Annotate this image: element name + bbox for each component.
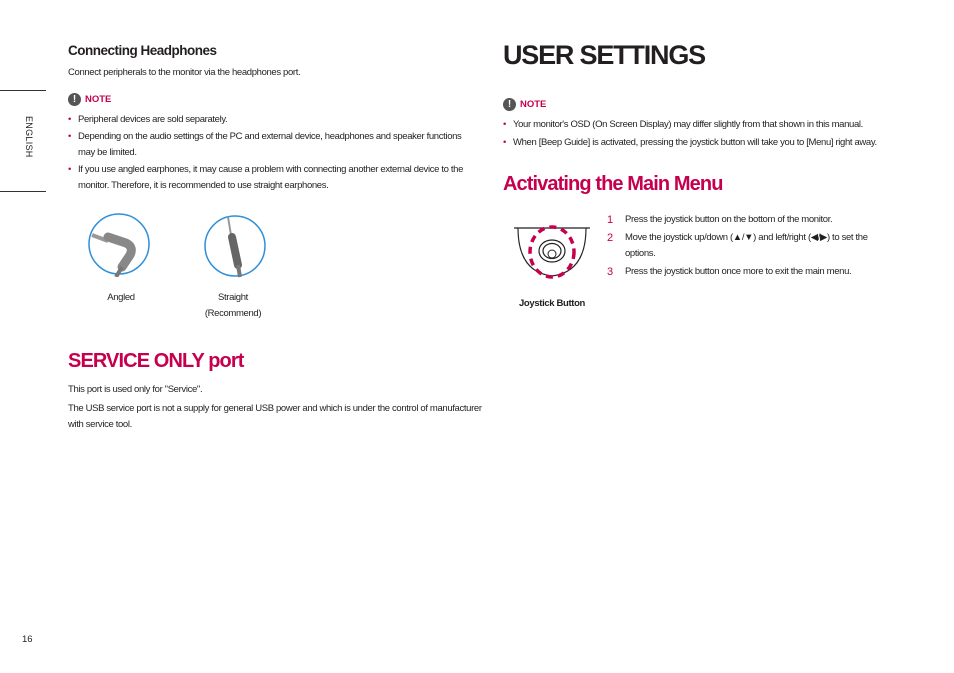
step-text: Press the joystick button on the bottom of the monitor. <box>625 214 833 225</box>
note-label: NOTE <box>85 94 112 105</box>
note-item: • When [Beep Guide] is activated, pressing the joystick button will take you to [Menu] right away. <box>503 135 923 151</box>
language-tab: ENGLISH <box>24 116 34 158</box>
straight-sub: (Recommend) <box>204 308 262 319</box>
service-text-1: This port is used only for "Service". <box>68 384 203 395</box>
note-label: NOTE <box>520 99 547 110</box>
step-text: Move the joystick up/down (▲/▼) and left/right (◀/▶) to set the options. <box>625 232 868 259</box>
page-number: 16 <box>22 634 33 645</box>
note-header <box>503 98 546 111</box>
straight-label: Straight <box>218 292 248 303</box>
straight-caption <box>193 290 273 322</box>
exclamation-icon: ! <box>68 93 81 106</box>
note-item: • Depending on the audio settings of the PC and external device, headphones and speaker functions may be limited. <box>68 129 478 161</box>
angled-caption: Angled <box>107 292 135 303</box>
exclamation-icon: ! <box>503 98 516 111</box>
divider <box>0 191 46 192</box>
step-number: 2 <box>607 232 613 244</box>
page-title: USER SETTINGS <box>503 40 705 70</box>
joystick-button-image <box>510 222 595 282</box>
note-item: • Your monitor's OSD (On Screen Display) may differ slightly from that shown in this manual. <box>503 117 923 133</box>
note-item: • Peripheral devices are sold separately. <box>68 112 478 128</box>
step-item <box>607 212 895 228</box>
note-header <box>68 93 111 106</box>
step-text: Press the joystick button once more to exit the main menu. <box>625 266 852 277</box>
joystick-caption: Joystick Button <box>519 298 586 309</box>
menu-heading: Activating the Main Menu <box>503 173 723 195</box>
step-number: 1 <box>607 214 613 226</box>
step-item <box>607 264 895 280</box>
straight-earphone-image <box>202 213 268 279</box>
note-item: • If you use angled earphones, it may cause a problem with connecting another external device to the monitor. Therefore, it is recommended to use straight earphones. <box>68 162 478 194</box>
divider <box>0 90 46 91</box>
service-text-2: The USB service port is not a supply for general USB power and which is under the control of manufacturer with service tool. <box>68 403 482 430</box>
step-number: 3 <box>607 266 613 278</box>
headphones-heading: Connecting Headphones <box>68 43 217 58</box>
headphones-intro: Connect peripherals to the monitor via the headphones port. <box>68 67 301 78</box>
step-item <box>607 230 895 262</box>
angled-earphone-image <box>86 211 152 277</box>
service-heading: SERVICE ONLY port <box>68 350 244 372</box>
